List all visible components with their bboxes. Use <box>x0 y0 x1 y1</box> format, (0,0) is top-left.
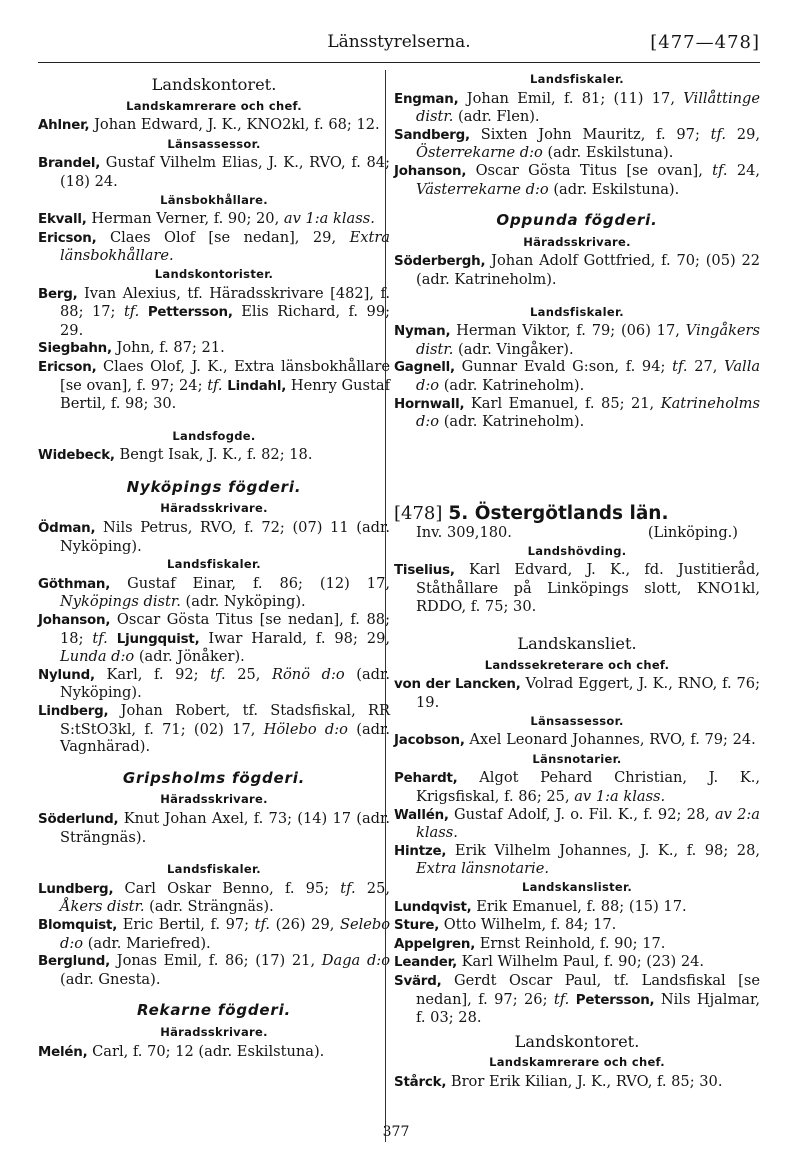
person-name: Söderlund, <box>38 811 119 827</box>
person-name: Siegbahn, <box>38 341 112 357</box>
person-name: Ekvall, <box>38 212 87 228</box>
person-entry: Ericson, Claes Olof, J. K., Extra länsbokhållare [se ovan], f. 97; 24; tf. Lindahl, Henry Gustaf Bertil, f. 98; 30. <box>38 357 391 413</box>
person-name: Göthman, <box>38 576 111 592</box>
person-name: Blomquist, <box>38 917 118 933</box>
person-name: Ödman, <box>38 521 96 537</box>
person-name: Ahlner, <box>38 118 90 134</box>
person-entry: Ahlner, Johan Edward, J. K., KNO2kl, f. 68; 12. <box>38 116 380 134</box>
person-name: Nylund, <box>38 667 95 683</box>
person-entry: Ericson, Claes Olof [se nedan], 29, Extra länsbokhållare. <box>38 228 391 265</box>
person-name: Berg, <box>38 286 78 302</box>
district-title: Oppunda fögderi. <box>496 211 658 230</box>
person-entry: Sandberg, Sixten John Mauritz, f. 97; tf. 29, Österrekarne d:o (adr. Eskilstuna). <box>394 125 761 162</box>
person-name: Hornwall, <box>394 396 465 412</box>
person-entry: Appelgren, Ernst Reinhold, f. 90; 17. <box>394 934 666 952</box>
person-name: Berglund, <box>38 954 111 970</box>
person-entry: Söderbergh, Johan Adolf Gottfried, f. 70; (05) 22 (adr. Katrineholm). <box>394 252 761 288</box>
person-entry: Svärd, Gerdt Oscar Paul, tf. Landsfiskal [se nedan], f. 97; 26; tf. Petersson, Nils Hjalmar, f. 03; 28. <box>394 971 761 1027</box>
header-rule <box>38 62 760 63</box>
role-heading: Länsbokhållare. <box>160 192 268 207</box>
person-name: Leander, <box>394 955 457 971</box>
person-name: Jacobson, <box>394 733 465 749</box>
person-name: von der Lancken, <box>394 677 521 693</box>
person-name: Lundberg, <box>38 881 114 897</box>
person-entry: Sture, Otto Wilhelm, f. 84; 17. <box>394 916 617 934</box>
person-name: Lindberg, <box>38 704 109 719</box>
role-heading: Landskanslister. <box>521 879 633 894</box>
person-name: Gagnell, <box>394 360 455 376</box>
person-entry: Wallén, Gustaf Adolf, J. o. Fil. K., f. 92; 28, av 2:a klass. <box>394 805 761 842</box>
person-name: Lindahl, <box>227 378 287 394</box>
person-entry: Lundberg, Carl Oskar Benno, f. 95; tf. 25, Åkers distr. (adr. Strängnäs). <box>38 879 390 916</box>
person-entry: Stårck, Bror Erik Kilian, J. K., RVO, f. 85; 30. <box>394 1072 723 1090</box>
person-name: Svärd, <box>394 973 442 989</box>
role-heading: Landsfiskaler. <box>167 862 261 877</box>
role-heading: Landsfiskaler. <box>167 557 261 572</box>
person-entry: Ödman, Nils Petrus, RVO, f. 72; (07) 11 (adr. Nyköping). <box>38 519 391 555</box>
person-name: Pehardt, <box>394 771 458 787</box>
person-entry: Widebeck, Bengt Isak, J. K., f. 82; 18. <box>38 446 313 464</box>
person-entry: Söderlund, Knut Johan Axel, f. 73; (14) 17 (adr. Strängnäs). <box>38 809 390 846</box>
person-entry: Lindberg, Johan Robert, tf. Stadsfiskal, RR S:tStO3kl, f. 71; (02) 17, Hölebo d:o (adr. Vagnhärad). <box>38 702 390 756</box>
page-range: [477—478] <box>650 32 760 53</box>
person-entry: Gagnell, Gunnar Evald G:son, f. 94; tf. 27, Valla d:o (adr. Katrineholm). <box>394 358 761 394</box>
role-heading: Häradsskrivare. <box>523 234 631 249</box>
page-number: 377 <box>382 1124 410 1140</box>
person-entry: Ekvall, Herman Verner, f. 90; 20, av 1:a klass. <box>38 210 375 228</box>
role-heading: Länsassessor. <box>167 136 261 151</box>
person-entry: Leander, Karl Wilhelm Paul, f. 90; (23) 24. <box>394 953 705 971</box>
person-entry: Johanson, Oscar Gösta Titus [se nedan], f. 88; 18; tf. Ljungquist, Iwar Harald, f. 98; 29, Lunda d:o (adr. Jönåker). <box>38 611 390 666</box>
person-name: Appelgren, <box>394 936 476 952</box>
person-name: Petersson, <box>575 992 655 1008</box>
person-entry: Melén, Carl, f. 70; 12 (adr. Eskilstuna). <box>38 1042 325 1060</box>
county-number: [478] <box>394 502 443 524</box>
person-entry: Berg, Ivan Alexius, tf. Häradsskrivare [482], f. 88; 17; tf. Pettersson, Elis Richard, f. 99; 29. <box>38 284 391 339</box>
person-entry: Blomquist, Eric Bertil, f. 97; tf. (26) 29, Selebo d:o (adr. Mariefred). <box>38 915 391 952</box>
person-name: Söderbergh, <box>394 254 486 270</box>
district-title: Gripsholms fögderi. <box>122 768 306 787</box>
person-name: Brandel, <box>38 156 101 172</box>
person-entry: Hornwall, Karl Emanuel, f. 85; 21, Katrineholms d:o (adr. Katrineholm). <box>394 394 761 431</box>
running-title: Länsstyrelserna. <box>327 32 471 52</box>
left-column <box>38 70 390 1061</box>
person-entry: Nylund, Karl, f. 92; tf. 25, Rönö d:o (adr. Nyköping). <box>38 665 391 702</box>
person-name: Hintze, <box>394 843 447 859</box>
district-title: Rekarne fögderi. <box>136 1001 292 1020</box>
person-name: Nyman, <box>394 324 451 340</box>
role-heading: Landsfiskaler. <box>530 72 624 86</box>
section-title: Landskontoret. <box>514 1031 640 1051</box>
person-name: Sandberg, <box>394 127 470 143</box>
district-title: Nyköpings fögderi. <box>126 477 302 496</box>
right-column <box>394 70 760 1092</box>
person-name: Lundqvist, <box>394 899 472 915</box>
role-heading: Landskamrerare och chef. <box>489 1055 665 1070</box>
person-name: Engman, <box>394 91 459 107</box>
section-title: Landskontoret. <box>151 75 277 94</box>
role-heading: Landssekreterare och chef. <box>484 657 670 672</box>
person-entry: Göthman, Gustaf Einar, f. 86; (12) 17, Nyköpings distr. (adr. Nyköping). <box>38 574 391 611</box>
person-name: Tiselius, <box>394 563 455 579</box>
role-heading: Häradsskrivare. <box>160 1024 268 1039</box>
person-entry: Nyman, Herman Viktor, f. 79; (06) 17, Vingåkers distr. (adr. Vingåker). <box>394 322 761 358</box>
person-entry: Engman, Johan Emil, f. 81; (11) 17, Villåttinge distr. (adr. Flen). <box>394 89 761 126</box>
person-name: Sture, <box>394 918 440 934</box>
role-heading: Landsfogde. <box>172 428 256 443</box>
county-heading <box>394 502 760 524</box>
person-name: Johanson, <box>38 613 111 629</box>
person-name: Wallén, <box>394 807 449 823</box>
population-line: Inv. 309,180. (Linköping.) <box>416 524 738 542</box>
person-name: Melén, <box>38 1044 88 1060</box>
role-heading: Länsnotarier. <box>532 751 622 766</box>
person-name: Ericson, <box>38 359 97 375</box>
role-heading: Landshövding. <box>527 543 627 558</box>
person-entry: von der Lancken, Volrad Eggert, J. K., RNO, f. 76; 19. <box>394 675 760 712</box>
role-heading: Häradsskrivare. <box>160 501 268 516</box>
role-heading: Landsfiskaler. <box>530 304 624 319</box>
role-heading: Landskontorister. <box>154 266 274 281</box>
role-heading: Landskamrerare och chef. <box>126 98 302 113</box>
person-entry: Siegbahn, John, f. 87; 21. <box>38 339 225 357</box>
person-name: Pettersson, <box>147 305 233 321</box>
person-name: Ljungquist, <box>116 631 200 647</box>
person-name: Stårck, <box>394 1074 447 1090</box>
person-entry: Tiselius, Karl Edvard, J. K., fd. Justitieråd, Ståthållare på Linköpings slott, KNO1kl, RDDO, f. 75; 30. <box>394 561 761 615</box>
person-entry: Lundqvist, Erik Emanuel, f. 88; (15) 17. <box>394 897 687 915</box>
person-entry: Jacobson, Axel Leonard Johannes, RVO, f. 79; 24. <box>394 731 756 749</box>
person-entry: Johanson, Oscar Gösta Titus [se ovan], tf. 24, Västerrekarne d:o (adr. Eskilstuna). <box>394 161 761 198</box>
role-heading: Länsassessor. <box>530 713 624 728</box>
person-entry: Brandel, Gustaf Vilhelm Elias, J. K., RVO, f. 84; (18) 24. <box>38 154 390 190</box>
person-name: Ericson, <box>38 230 97 246</box>
person-entry: Pehardt, Algot Pehard Christian, J. K., Krigsfiskal, f. 86; 25, av 1:a klass. <box>394 769 761 805</box>
role-heading: Häradsskrivare. <box>160 792 268 807</box>
person-name: Widebeck, <box>38 448 115 464</box>
section-title: Landskansliet. <box>517 634 637 654</box>
county-name: 5. Östergötlands län. <box>448 502 669 524</box>
page-header <box>38 28 760 64</box>
person-entry: Hintze, Erik Vilhelm Johannes, J. K., f. 98; 28, Extra länsnotarie. <box>394 841 760 878</box>
person-name: Johanson, <box>394 163 467 179</box>
person-entry: Berglund, Jonas Emil, f. 86; (17) 21, Daga d:o (adr. Gnesta). <box>38 952 390 988</box>
